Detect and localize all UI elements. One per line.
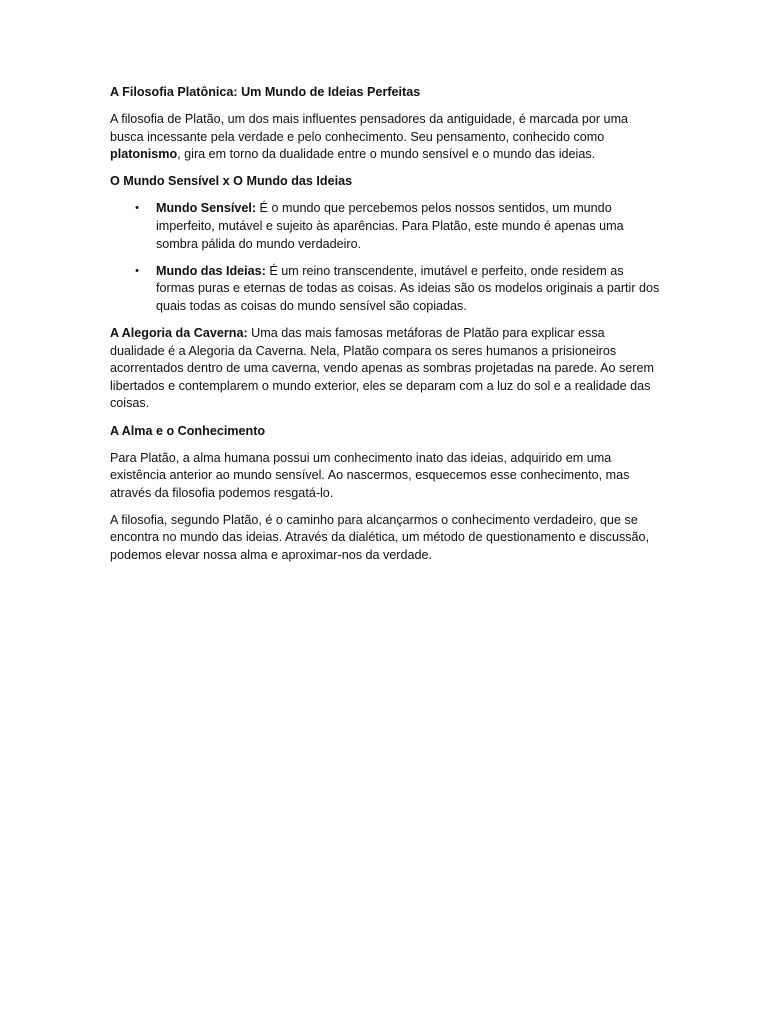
intro-text-1: A filosofia de Platão, um dos mais influentes pensadores da antiguidade, é marcada por uma busca incessante pela verdade e pelo conhecimento. Seu pensamento, conhecido como — [110, 112, 629, 144]
intro-text-2: , gira em torno da dualidade entre o mundo sensível e o mundo das ideias. — [177, 147, 596, 162]
intro-paragraph — [110, 111, 660, 164]
allegory-text: Uma das mais famosas metáforas de Platão para explicar essa dualidade é a Alegoria da Caverna. Nela, Platão compara os seres humanos a prisioneiros acorrentados dentro de uma caverna, vendo apenas as sombras projetadas na parede. Ao serem libertados e contemplarem o mundo exterior, eles se deparam com a luz do sol e a realidade das coisas. — [110, 326, 654, 411]
list-item-text: É o mundo que percebemos pelos nossos sentidos, um mundo imperfeito, mutável e sujeito às aparências. Para Platão, este mundo é apenas uma sombra pálida do mundo verdadeiro. — [156, 201, 624, 251]
intro-bold-term: platonismo — [110, 147, 178, 162]
list-item — [110, 263, 660, 316]
section-heading-worlds: O Mundo Sensível x O Mundo das Ideias — [110, 174, 353, 189]
list-item-text: É um reino transcendente, imutável e perfeito, onde residem as formas puras e eternas de todas as coisas. As ideias são os modelos originais a partir dos quais todas as coisas do mundo sensível são copiadas. — [156, 263, 660, 313]
bullet-icon: • — [135, 264, 139, 277]
soul-paragraph-1: Para Platão, a alma humana possui um conhecimento inato das ideias, adquirido em uma existência anterior ao mundo sensível. Ao nascermos, esquecemos esse conhecimento, mas através da filosofia podemos resgatá-lo. — [110, 450, 630, 500]
soul-paragraph-2: A filosofia, segundo Platão, é o caminho para alcançarmos o conhecimento verdadeiro, que se encontra no mundo das ideias. Através da dialética, um método de questionamento e discussão, podemos elevar nossa alma e aproximar-nos da verdade. — [110, 512, 650, 563]
document-body — [110, 84, 660, 565]
worlds-bullet-list — [110, 200, 660, 315]
document-title: A Filosofia Platônica: Um Mundo de Ideias Perfeitas — [110, 85, 421, 99]
section-heading-soul: A Alma e o Conhecimento — [110, 423, 266, 438]
allegory-paragraph — [110, 325, 660, 413]
list-item — [110, 200, 660, 253]
bullet-icon: • — [135, 202, 139, 215]
allegory-term: A Alegoria da Caverna: — [110, 326, 248, 341]
list-item-term: Mundo Sensível: — [156, 201, 257, 216]
list-item-term: Mundo das Ideias: — [156, 263, 266, 278]
